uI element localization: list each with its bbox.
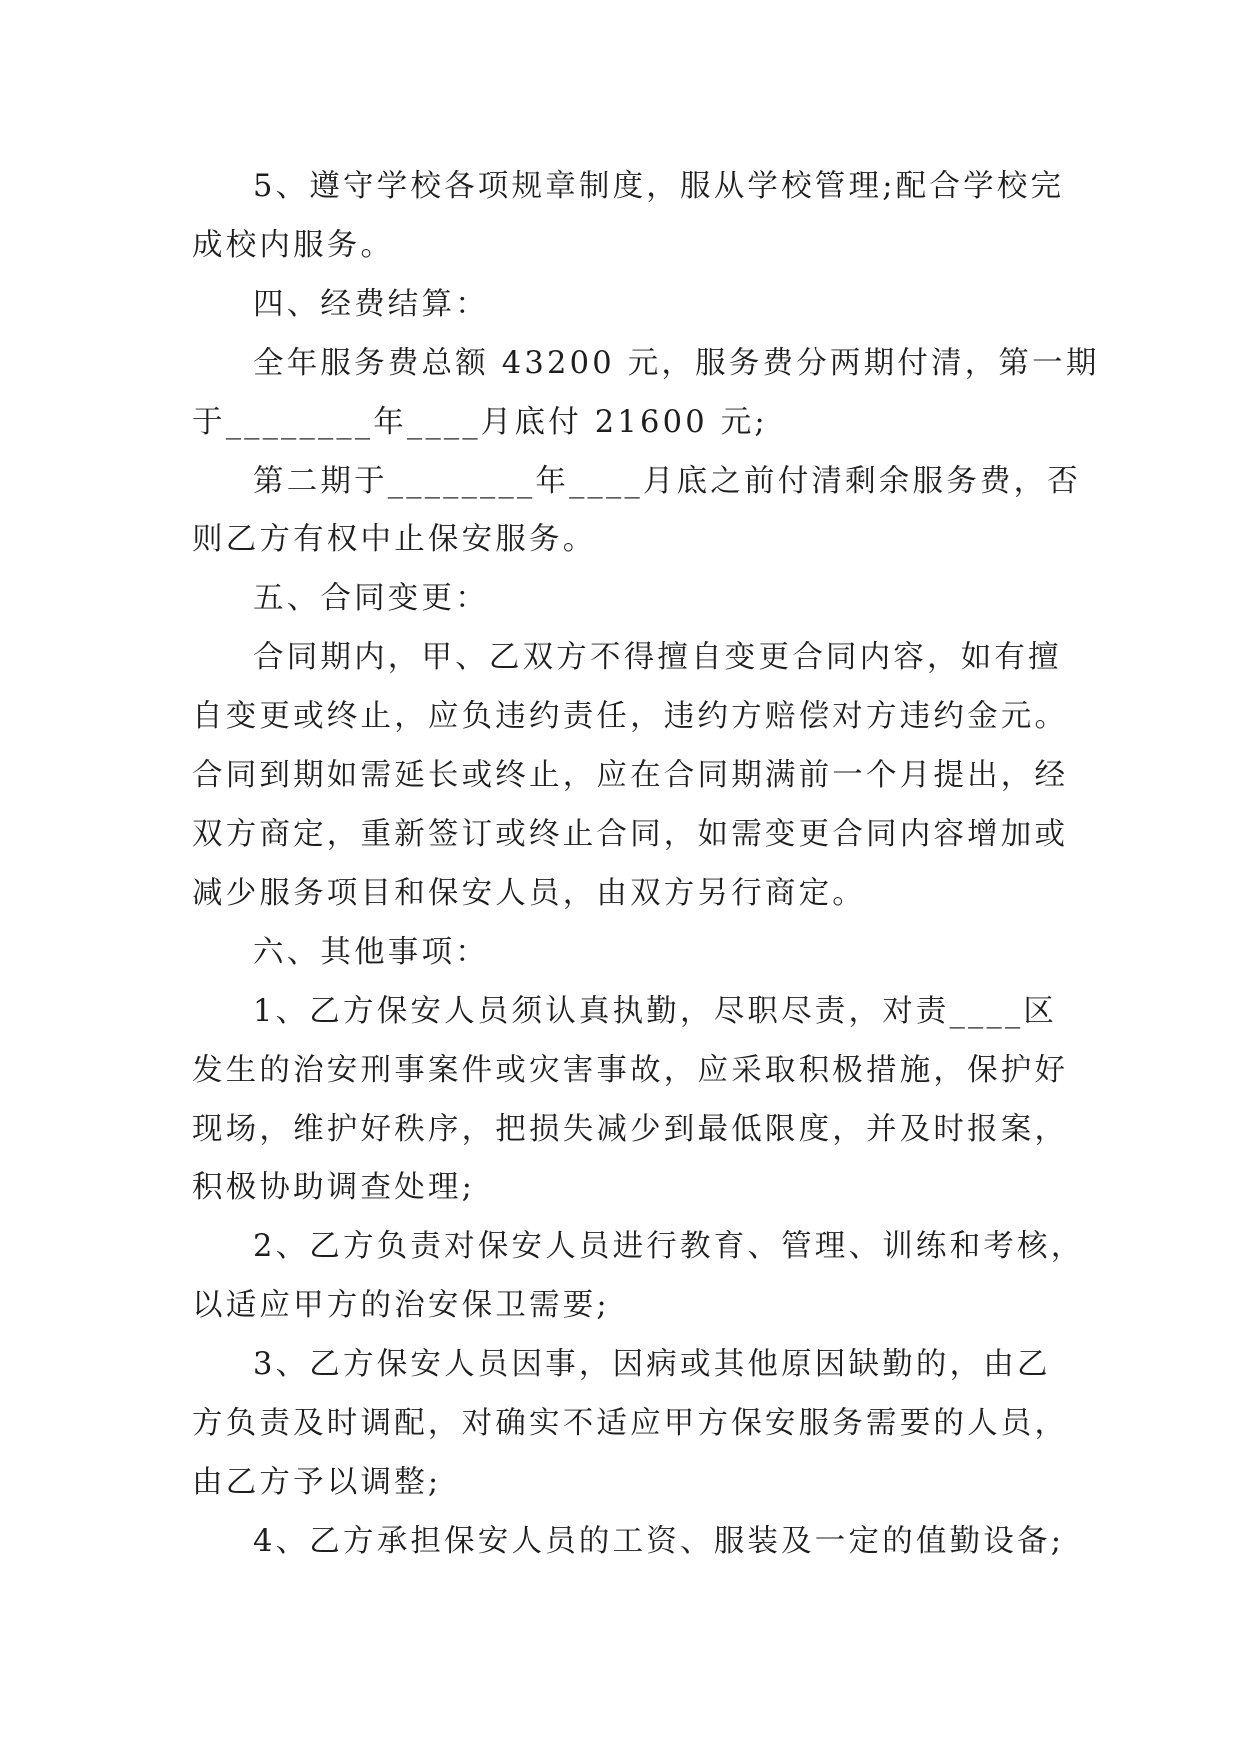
text-line: 第二期于________年____月底之前付清剩余服务费，否	[253, 463, 1081, 499]
text-line: 发生的治安刑事案件或灾害事故，应采取积极措施，保护好	[192, 1052, 1069, 1088]
section-heading: 六、其他事项：	[253, 934, 489, 970]
text-line: 减少服务项目和保安人员，由双方另行商定。	[192, 875, 866, 911]
document-body	[192, 158, 1100, 1572]
text-line: 则乙方有权中止保安服务。	[192, 522, 597, 558]
text-line: 成校内服务。	[192, 227, 395, 263]
paragraph-item-2	[192, 1218, 1085, 1336]
text-line: 自变更或终止，应负违约责任，违约方赔偿对方违约金元。	[192, 699, 1069, 735]
text-line: 现场，维护好秩序，把损失减少到最低限度，并及时报案，	[192, 1111, 1069, 1147]
text-line: 双方商定，重新签订或终止合同，如需变更合同内容增加或	[192, 816, 1069, 852]
text-line: 积极协助调查处理;	[192, 1170, 476, 1206]
text-line: 1、乙方保安人员须认真执勤，尽职尽责，对责____区	[253, 993, 1058, 1029]
text-line: 合同到期如需延长或终止，应在合同期满前一个月提出，经	[192, 758, 1069, 794]
text-line: 2、乙方负责对保安人员进行教育、管理、训练和考核，	[253, 1229, 1085, 1265]
section-heading: 四、经费结算：	[253, 286, 489, 322]
text-line: 由乙方予以调整;	[192, 1464, 442, 1500]
text-line: 于________年____月底付 21600 元;	[192, 404, 768, 440]
paragraph-annual-fee	[192, 335, 1100, 453]
text-line: 3、乙方保安人员因事，因病或其他原因缺勤的，由乙	[253, 1347, 1051, 1383]
text-line: 以适应甲方的治安保卫需要;	[192, 1288, 610, 1324]
text-line: 全年服务费总额 43200 元，服务费分两期付清，第一期	[253, 345, 1100, 381]
paragraph-item-4	[192, 1513, 1072, 1572]
section-heading-other-matters	[192, 924, 1072, 983]
paragraph-contract-change	[192, 629, 1072, 924]
text-line: 5、遵守学校各项规章制度，服从学校管理;配合学校完	[253, 169, 1065, 204]
section-heading-fee-settlement	[192, 276, 1072, 335]
text-line: 方负责及时调配，对确实不适应甲方保安服务需要的人员，	[192, 1406, 1069, 1442]
paragraph-item-3	[192, 1336, 1072, 1513]
paragraph-second-installment	[192, 453, 1081, 571]
section-heading-contract-change	[192, 570, 1072, 629]
text-line: 4、乙方承担保安人员的工资、服装及一定的值勤设备;	[253, 1523, 1065, 1559]
section-heading: 五、合同变更：	[253, 581, 489, 617]
paragraph-item-1	[192, 983, 1072, 1219]
text-line: 合同期内，甲、乙双方不得擅自变更合同内容，如有擅	[253, 640, 1062, 676]
paragraph-rule-5	[192, 158, 1072, 276]
